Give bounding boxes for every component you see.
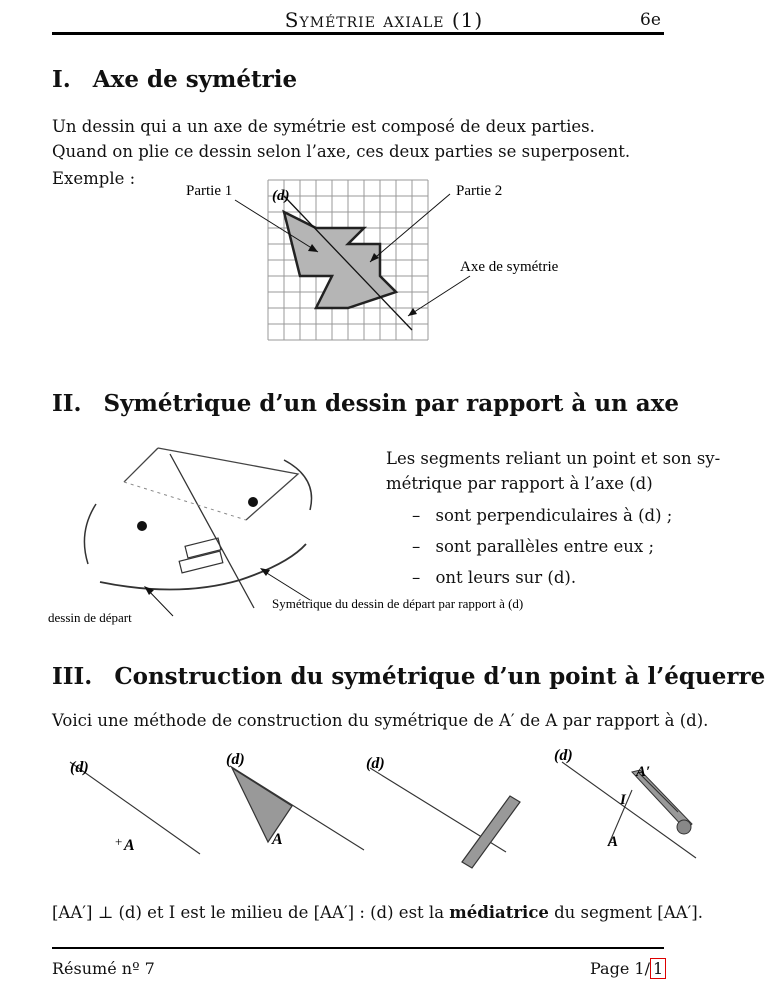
compass-hinge: [677, 820, 691, 834]
face-axis-line: [170, 454, 254, 608]
face-symmetry-figure: [48, 440, 588, 635]
section-2-intro-line-2: métrique par rapport à l’axe (d): [386, 474, 653, 493]
step3-d-label: (d): [366, 755, 385, 772]
section-3-title: Construction du symétrique d’un point à l’équerre: [114, 663, 766, 690]
hat-outline-left: [124, 448, 158, 482]
step2-d-label: (d): [226, 751, 245, 768]
axis-arrowhead: [408, 308, 417, 316]
construction-step-3: [366, 755, 520, 868]
list-item: – sont parallèles entre eux ;: [412, 531, 672, 562]
section-1-heading: [52, 66, 297, 93]
step4-d-label: (d): [554, 747, 573, 764]
section-2-title: Symétrique d’un dessin par rapport à un axe: [103, 390, 680, 417]
page-total-link[interactable]: 1: [650, 958, 666, 979]
construction-step-1: [70, 759, 200, 854]
start-arrowhead: [144, 586, 154, 595]
section-3-number: III.: [52, 663, 93, 690]
header-rule: [52, 32, 664, 35]
page-prefix: Page 1/: [590, 959, 650, 978]
hat-outline: [158, 448, 298, 520]
symmetric-drawing-label: Symétrique du dessin de départ par rapport à (d): [272, 596, 524, 611]
construction-step-4: [554, 747, 696, 858]
construction-steps-figure: [60, 742, 710, 870]
symmetric-chin: [240, 544, 306, 580]
section-1-text: [52, 114, 630, 164]
right-eye: [248, 497, 258, 507]
section-3-intro: Voici une méthode de construction du symétrique de A′ de A par rapport à (d).: [52, 711, 709, 730]
section-1-line-2: Quand on plie ce dessin selon l’axe, ces deux parties se superposent.: [52, 142, 631, 161]
step4-a-prime-label: A′: [636, 764, 651, 780]
example-label: Exemple :: [52, 169, 136, 188]
conclusion-suffix: du segment [AA′].: [548, 903, 703, 922]
axis-label: Axe de symétrie: [460, 259, 559, 275]
page-header-title: Symétrie axiale (1): [284, 8, 484, 32]
section-3-conclusion: [52, 900, 703, 925]
set-square: [232, 768, 292, 842]
step1-a-label: A: [124, 837, 135, 854]
step2-a-label: A: [272, 831, 283, 848]
symmetric-shape: [284, 212, 396, 308]
left-cheek: [84, 504, 96, 564]
part2-label: Partie 2: [456, 183, 503, 199]
step4-a-label: A: [608, 834, 619, 850]
section-3-heading: [52, 663, 765, 690]
list-item: – sont perpendiculaires à (d) ;: [412, 500, 672, 531]
axis-name-label: (d): [272, 188, 290, 204]
section-2-heading: [52, 390, 679, 417]
right-cheek: [284, 460, 312, 510]
conclusion-keyword: médiatrice: [449, 903, 549, 922]
part1-label: Partie 1: [186, 183, 233, 199]
footer-rule: [52, 947, 664, 949]
section-1-number: I.: [52, 66, 71, 93]
axis-pointer: [408, 276, 470, 316]
conclusion-prefix: [AA′] ⊥ (d) et I est le milieu de [AA′] : (d) est la: [52, 903, 450, 922]
ruler: [462, 796, 520, 868]
left-eye: [137, 521, 147, 531]
hat-construction-line: [124, 482, 246, 520]
original-chin: [100, 580, 240, 590]
section-1-line-1: Un dessin qui a un axe de symétrie est composé de deux parties.: [52, 117, 595, 136]
section-2-intro-line-1: Les segments reliant un point et son sy-: [386, 449, 721, 468]
step4-i-label: I: [620, 792, 626, 808]
svg-text:+: +: [115, 834, 123, 849]
symmetry-axis-figure: [150, 172, 610, 342]
step1-d-label: (d): [70, 759, 89, 776]
section-2-number: II.: [52, 390, 82, 417]
list-item: – ont leurs sur (d).: [412, 562, 672, 593]
page-header-level: 6e: [640, 10, 661, 30]
start-drawing-label: dessin de départ: [48, 610, 132, 625]
footer-page-number: [590, 959, 666, 978]
footer-summary-number: Résumé nº 7: [52, 959, 155, 978]
construction-step-2: [226, 751, 364, 850]
section-1-title: Axe de symétrie: [92, 66, 298, 93]
